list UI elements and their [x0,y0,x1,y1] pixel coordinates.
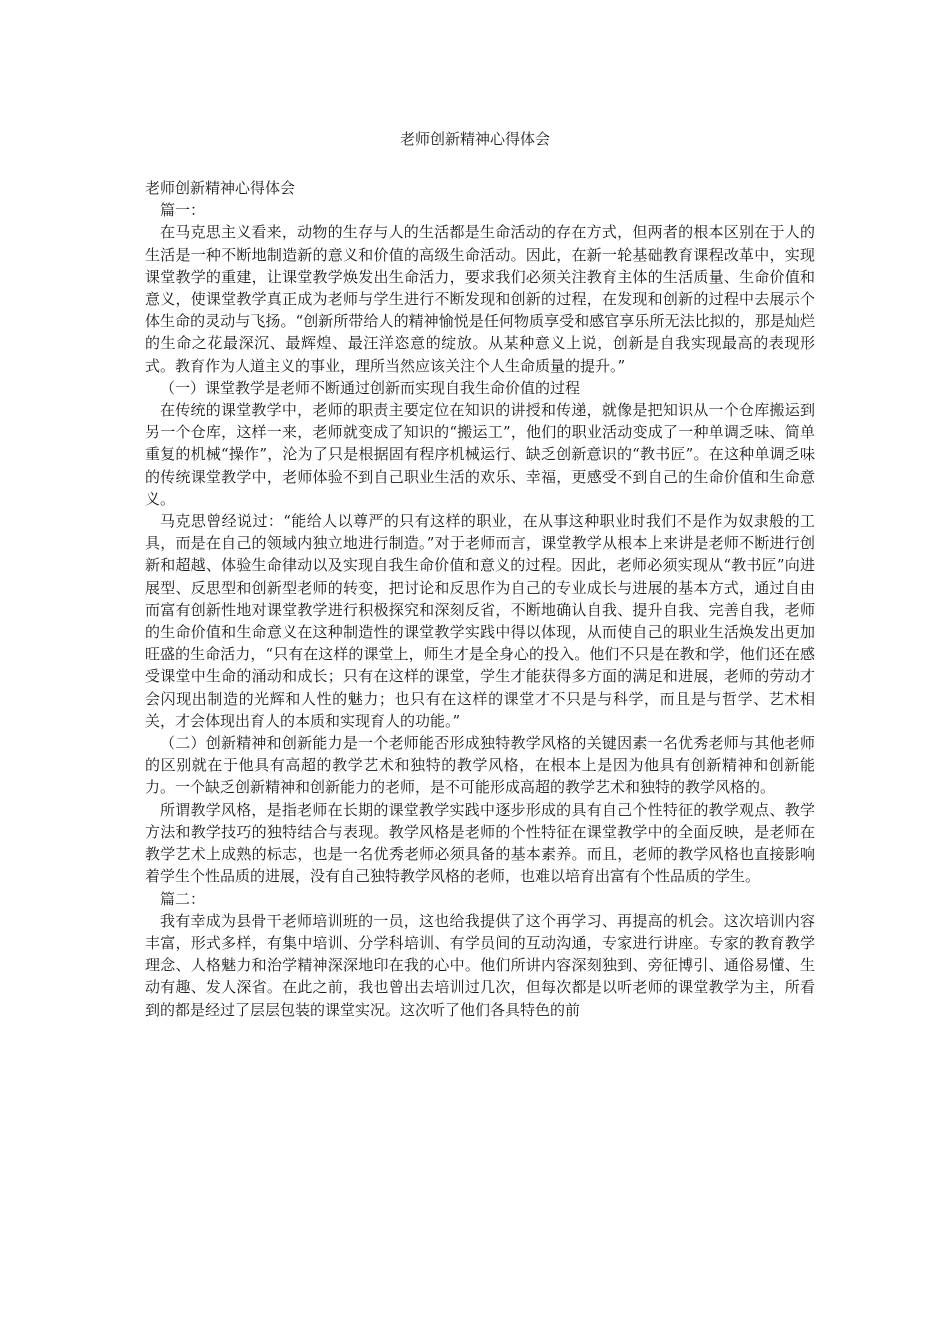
section-label-one: 篇一： [160,201,206,220]
paragraph: 在马克思主义看来，动物的生存与人的生活都是生命活动的存在方式，但两者的根本区别在于人的生活是一种不断地制造新的意义和价值的高级生命活动。因此，在新一轮基础教育课程改革中，实现课堂教学的重建，让课堂教学焕发出生命活力，要求我们必须关注教育主体的生活质量、生命价值和意义，使课堂教学真正成为老师与学生进行不断发现和创新的过程，在发现和创新的过程中去展示个体生命的灵动与飞扬。“创新所带给人的精神愉悦是任何物质享受和感官享乐所无法比拟的，那是灿烂的生命之花最深沉、最辉煌、最汪洋恣意的绽放。从某种意义上说，创新是自我实现最高的表现形式。教育作为人道主义的事业，理所当然应该关注个人生命质量的提升。” [145,223,815,375]
section-label-two: 篇二： [160,889,206,908]
document-heading: 老师创新精神心得体会 [145,179,296,197]
paragraph: 所谓教学风格，是指老师在长期的课堂教学实践中逐步形成的具有自己个性特征的教学观点、教学方法和教学技巧的独特结合与表现。教学风格是老师的个性特征在课堂教学中的全面反映，是老师在教学艺术上成熟的标志，也是一名优秀老师必须具备的基本素养。而且，老师的教学风格也直接影响着学生个性品质的进展，没有自己独特教学风格的老师，也难以培育出富有个性品质的学生。 [145,800,815,886]
subheading-two: （二）创新精神和创新能力是一个老师能否形成独特教学风格的关键因素一名优秀老师与其他老师的区别就在于他具有高超的教学艺术和独特的教学风格，在根本上是因为他具有创新精神和创新能力。一个缺乏创新精神和创新能力的老师，是不可能形成高超的教学艺术和独特的教学风格的。 [145,734,815,797]
paragraph: 在传统的课堂教学中，老师的职责主要定位在知识的讲授和传递，就像是把知识从一个仓库搬运到另一个仓库，这样一来，老师就变成了知识的“搬运工”，他们的职业活动变成了一种单调乏味、简单重复的机械“操作”，沦为了只是根据固有程序机械运行、缺乏创新意识的“教书匠”。在这种单调乏味的传统课堂教学中，老师体验不到自己职业生活的欢乐、幸福，更感受不到自己的生命价值和生命意义。 [145,401,815,508]
subheading-one: （一）课堂教学是老师不断通过创新而实现自我生命价值的过程 [160,378,581,397]
paragraph: 我有幸成为县骨干老师培训班的一员，这也给我提供了这个再学习、再提高的机会。这次培训内容丰富，形式多样，有集中培训、分学科培训、有学员间的互动沟通，专家进行讲座。专家的教育教学理念、人格魅力和治学精神深深地印在我的心中。他们所讲内容深刻独到、旁征博引、通俗易懂、生动有趣、发人深省。在此之前，我也曾出去培训过几次，但每次都是以听老师的课堂教学为主，所看到的都是经过了层层包装的课堂实况。这次听了他们各具特色的前 [145,911,815,1019]
paragraph: 马克思曾经说过：“能给人以尊严的只有这样的职业，在从事这种职业时我们不是作为奴隶般的工具，而是在自己的领域内独立地进行制造。”对于老师而言，课堂教学从根本上来讲是老师不断进行创新和超越、体验生命律动以及实现自我生命价值和意义的过程。因此，老师必须实现从“教书匠”向进展型、反思型和创新型老师的转变，把讨论和反思作为自己的专业成长与进展的基本方式，通过自由而富有创新性地对课堂教学进行积极探究和深刻反省，不断地确认自我、提升自我、完善自我，老师的生命价值和生命意义在这种制造性的课堂教学实践中得以体现，从而使自己的职业生活焕发出更加旺盛的生命活力，“只有在这样的课堂上，师生才是全身心的投入。他们不只是在教和学，他们还在感受课堂中生命的涌动和成长；只有在这样的课堂，学生才能获得多方面的满足和进展，老师的劳动才会闪现出制造的光辉和人性的魅力；也只有在这样的课堂才不只是与科学，而且是与哲学、艺术相关，才会体现出育人的本质和实现育人的功能。” [145,512,815,730]
document-body [145,177,815,1021]
document-title: 老师创新精神心得体会 [399,130,550,148]
